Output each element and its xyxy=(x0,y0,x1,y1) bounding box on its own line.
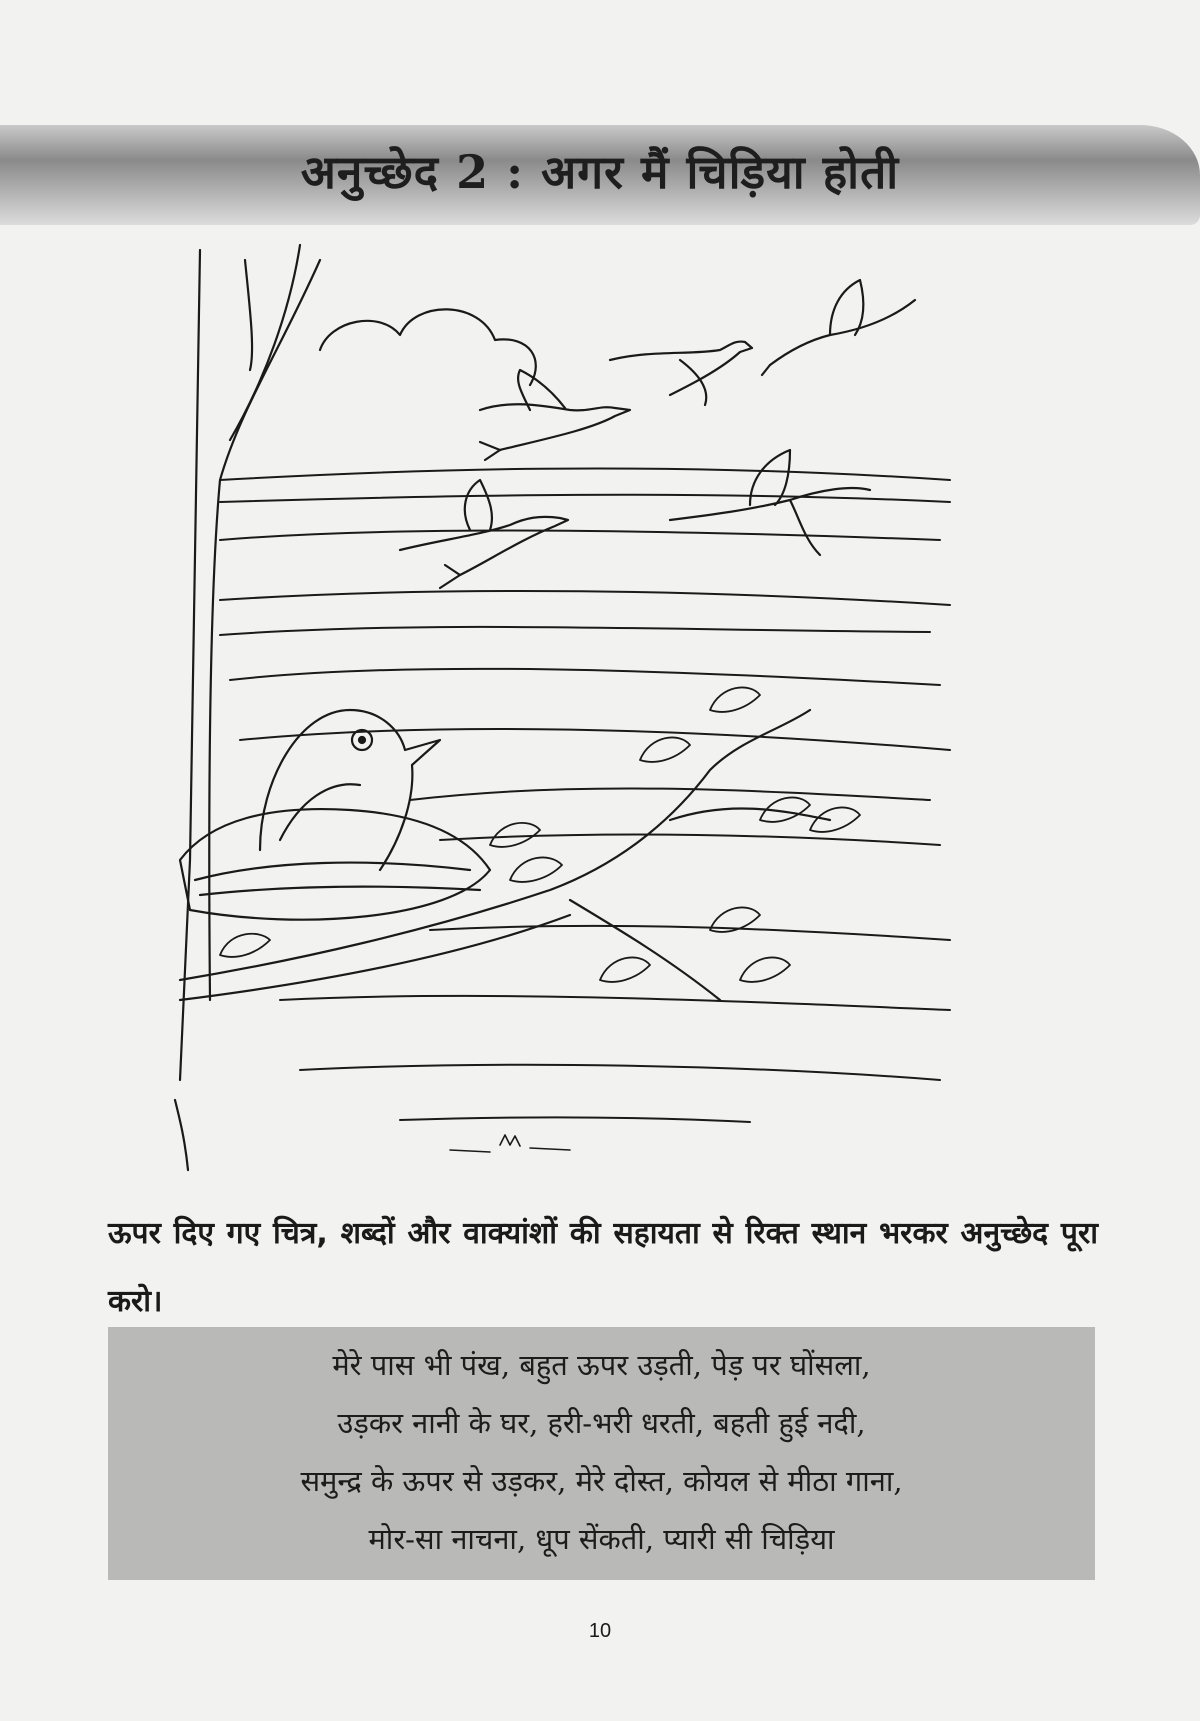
word-bank-line: मेरे पास भी पंख, बहुत ऊपर उड़ती, पेड़ पर घोंसला, xyxy=(332,1348,871,1382)
page-number: 10 xyxy=(588,1620,612,1642)
word-bank-line: मोर-सा नाचना, धूप सेंकती, प्यारी सी चिड़िया xyxy=(368,1522,835,1556)
flying-bird xyxy=(480,370,630,460)
flying-bird xyxy=(610,342,752,405)
word-bank-box xyxy=(108,1327,1095,1580)
flying-bird xyxy=(670,450,870,555)
word-bank-line: समुन्द्र के ऊपर से उड़कर, मेरे दोस्त, कोयल से मीठा गाना, xyxy=(300,1464,903,1498)
tree-trunk xyxy=(175,245,320,1170)
cloud xyxy=(320,309,536,385)
bird-nest-illustration xyxy=(150,240,1050,1180)
flying-bird xyxy=(762,280,915,375)
nest xyxy=(180,809,490,920)
river-waves xyxy=(220,468,950,1122)
sitting-bird xyxy=(260,710,440,870)
leaves xyxy=(220,687,860,981)
ground-marks xyxy=(450,1135,570,1152)
tree-branch xyxy=(180,710,830,1000)
word-bank-line: उड़कर नानी के घर, हरी-भरी धरती, बहती हुई नदी, xyxy=(337,1406,866,1440)
page-title: अनुच्छेद 2 : अगर मैं चिड़िया होती xyxy=(300,145,900,199)
instruction-text: ऊपर दिए गए चित्र, शब्दों और वाक्यांशों की सहायता से रिक्त स्थान भरकर अनुच्छेद पूरा करो। xyxy=(108,1216,1098,1319)
